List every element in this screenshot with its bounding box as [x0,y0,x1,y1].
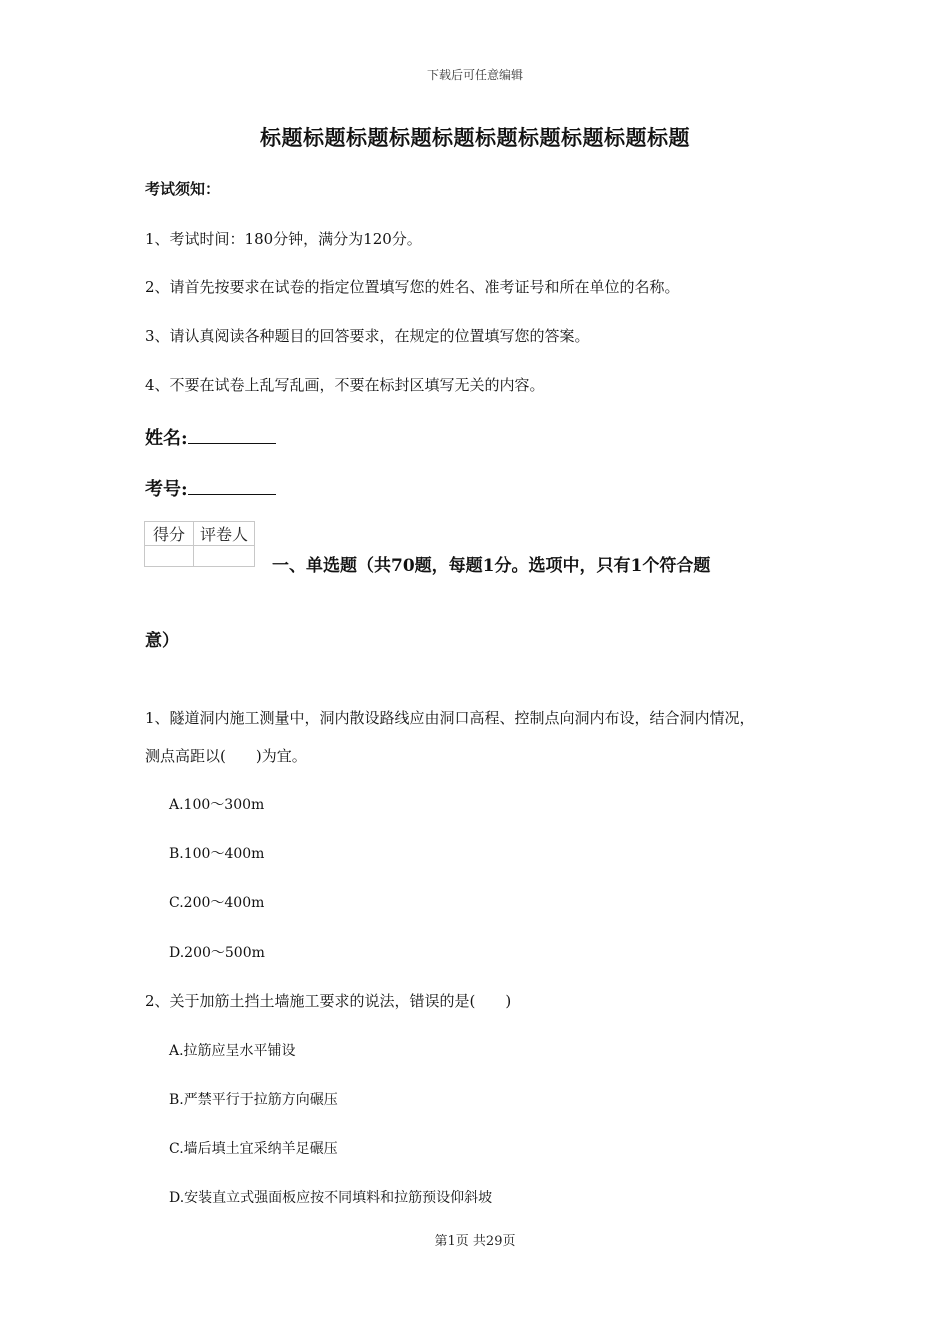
notice-item-4: 4、不要在试卷上乱写乱画，不要在标封区填写无关的内容。 [145,376,545,394]
name-blank[interactable] [188,427,276,444]
exam-id-field [145,475,276,501]
question-2-option-b: B.严禁平行于拉筋方向碾压 [169,1092,338,1108]
notice-item-3: 3、请认真阅读各种题目的回答要求，在规定的位置填写您的答案。 [145,327,590,345]
grader-cell[interactable] [194,546,255,567]
score-table-header-row [145,522,255,546]
question-1-stem-line-1: 1、隧道洞内施工测量中，洞内散设路线应由洞口高程、控制点向洞内布设，结合洞内情况， [145,709,755,727]
notice-heading: 考试须知： [145,180,221,198]
question-1-option-b: B.100～400m [169,846,265,862]
question-1-stem-line-2: 测点高距以( )为宜。 [145,747,307,765]
question-1-option-d: D.200～500m [169,945,265,961]
question-1-option-a: A.100～300m [169,797,265,813]
score-table [144,521,255,567]
page-title: 标题标题标题标题标题标题标题标题标题标题 [260,125,690,150]
question-2-stem: 2、关于加筋土挡土墙施工要求的说法，错误的是( ) [145,992,512,1010]
exam-id-label: 考号: [145,479,188,500]
question-1-option-c: C.200～400m [169,895,265,911]
score-table-blank-row [145,546,255,567]
score-cell[interactable] [145,546,194,567]
section-title: 一、单选题（共70题，每题1分。选项中，只有1个符合题 [272,556,711,576]
name-field [145,424,276,450]
notice-item-2: 2、请首先按要求在试卷的指定位置填写您的姓名、准考证号和所在单位的名称。 [145,278,680,296]
question-2-option-a: A.拉筋应呈水平铺设 [169,1043,296,1059]
exam-id-blank[interactable] [188,478,276,495]
grader-header: 评卷人 [194,522,255,546]
question-2-option-c: C.墙后填土宜采纳羊足碾压 [169,1141,338,1157]
section-title-continued: 意） [145,631,179,651]
question-2-option-d: D.安装直立式强面板应按不同填料和拉筋预设仰斜坡 [169,1190,493,1206]
page-footer: 第1页 共29页 [434,1234,516,1249]
score-header: 得分 [145,522,194,546]
notice-item-1: 1、考试时间：180分钟，满分为120分。 [145,230,422,248]
header-note: 下载后可任意编辑 [426,68,523,82]
name-label: 姓名: [145,428,188,449]
